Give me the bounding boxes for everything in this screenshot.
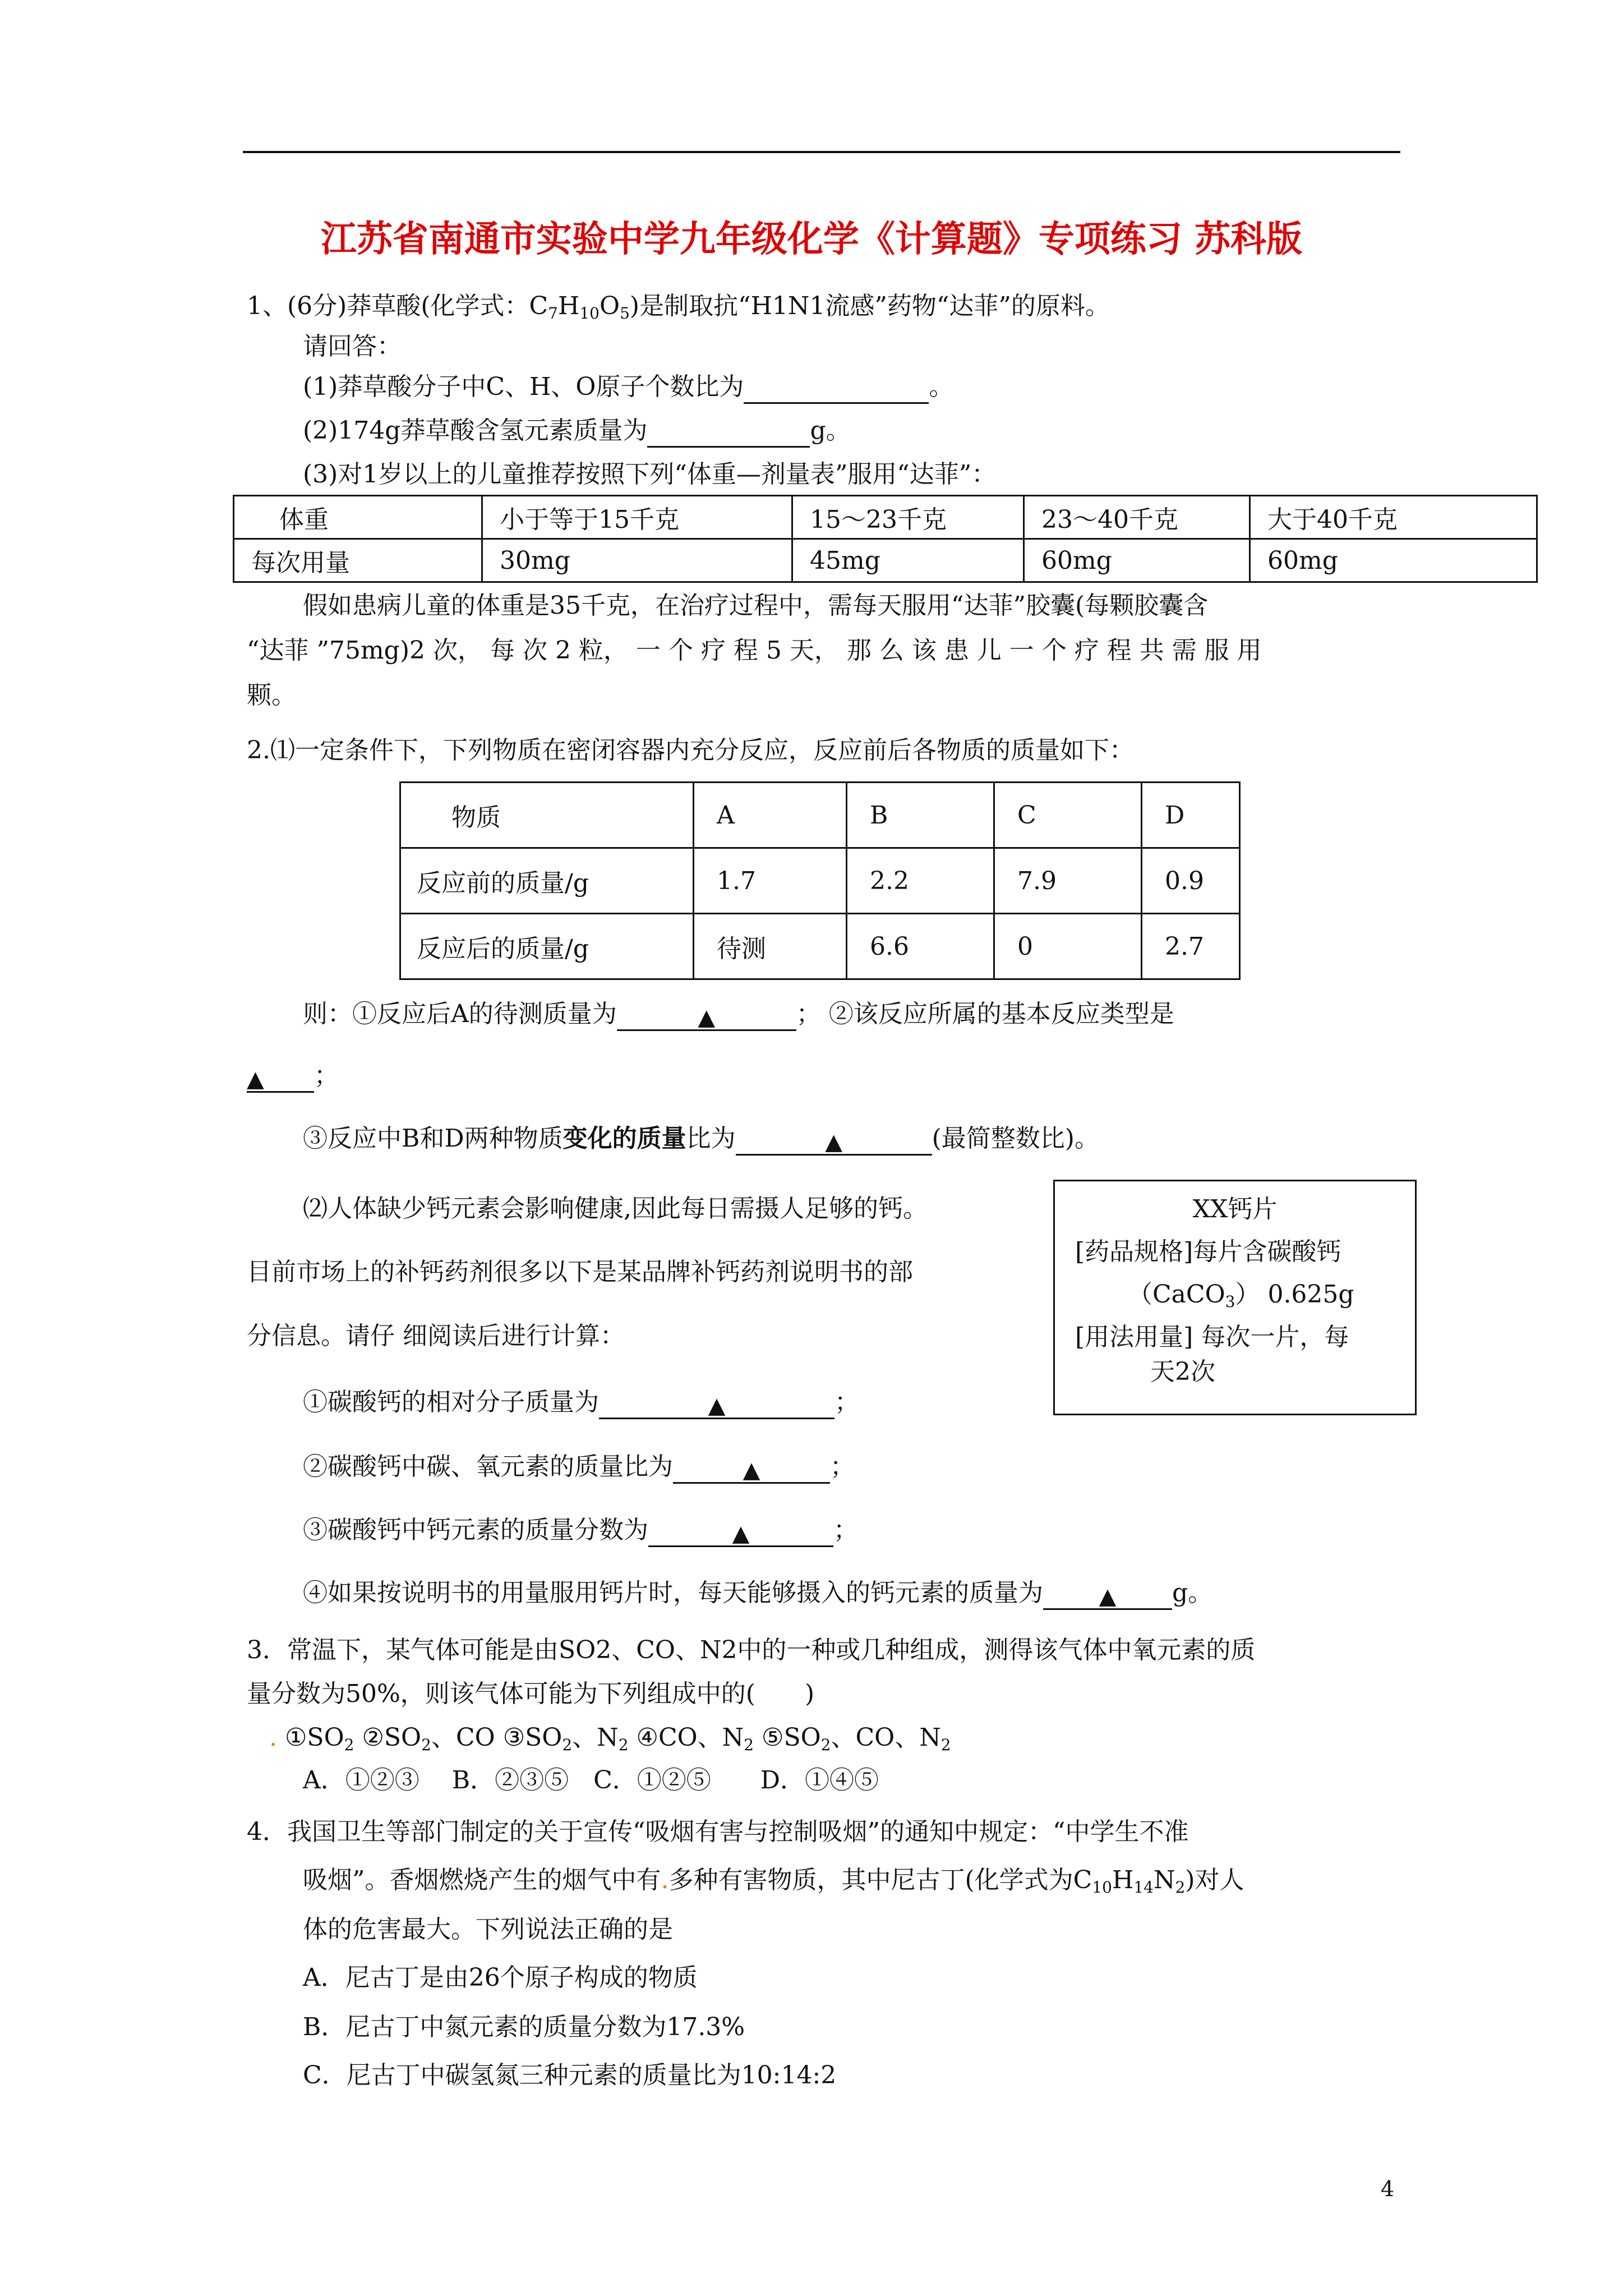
q2-calc-1: ①碳酸钙的相对分子质量为 ▲ ； <box>303 1388 859 1419</box>
answer-blank[interactable]: ▲ <box>617 1005 796 1031</box>
table-row: 物质 A B C D <box>400 783 1240 848</box>
q2-answer-3: ③反应中B和D两种物质变化的质量比为 ▲ (最简整数比)。 <box>303 1124 1099 1155</box>
q4-line3: 体的危害最大。下列说法正确的是 <box>303 1915 673 1944</box>
q1-intro: 1、(6分)莽草酸(化学式：$C_7H_{10}O_5$)是制取抗“H1N1流感”药物“达菲”的原料。 <box>247 292 1110 323</box>
q4-line2: 吸烟”。香烟燃烧产生的烟气中有.多种有害物质，其中尼古丁(化学式为$C_{10}H_{14}N_2$)对人 <box>303 1866 1244 1897</box>
answer-blank[interactable]: ▲ <box>599 1393 834 1419</box>
q4-line1: 4．我国卫生等部门制定的关于宣传“吸烟有害与控制吸烟”的通知中规定：“中学生不准 <box>247 1818 1189 1846</box>
answer-blank[interactable]: ▲ <box>736 1129 932 1156</box>
calcium-label-box: XX钙片 [药品规格]每片含碳酸钙 （CaCO$_3$） 0.625g [用法用量] 每次一片，每 天2次 <box>1053 1180 1417 1415</box>
q1-part2: (2)174g莽草酸含氢元素质量为 g。 <box>303 414 851 448</box>
q2-calc-2: ②碳酸钙中碳、氧元素的质量比为 ▲ ； <box>303 1452 855 1483</box>
q2-answer-2: ▲ ； <box>247 1061 339 1092</box>
q1-tail-1: 假如患病儿童的体重是35千克，在治疗过程中，需每天服用“达菲”胶囊(每颗胶囊含 <box>303 591 1209 620</box>
q1-part3: (3)对1岁以上的儿童推荐按照下列“体重—剂量表”服用“达菲”： <box>303 460 997 489</box>
q1-part1: (1)莽草酸分子中C、H、O原子个数比为 。 <box>303 370 953 404</box>
header-rule <box>243 151 1400 153</box>
q3-options: . $①SO_2$ $②SO_2$、CO $③SO_2$、$N_2$ ④CO、$N_2$ $⑤SO_2$、CO、$N_2$ <box>269 1723 951 1754</box>
q4-option-c: C．尼古丁中碳氢氮三种元素的质量比为10:14:2 <box>303 2061 837 2090</box>
page-number: 4 <box>1381 2177 1395 2201</box>
q2-answer-1: 则：①反应后A的待测质量为 ▲ ； ②该反应所属的基本反应类型是 <box>303 1000 1174 1030</box>
q4-option-b: B．尼古丁中氮元素的质量分数为17.3% <box>303 2013 745 2041</box>
q1-ask: 请回答： <box>303 332 402 361</box>
table-row: 每次用量 30mg 45mg 60mg 60mg <box>234 539 1537 582</box>
page-title: 江苏省南通市实验中学九年级化学《计算题》专项练习 苏科版 <box>320 218 1303 260</box>
q4-option-a: A．尼古丁是由26个原子构成的物质 <box>303 1963 698 1992</box>
q2-part2-line3: 分信息。请仔 细阅读后进行计算： <box>247 1322 625 1350</box>
answer-blank[interactable] <box>647 421 810 448</box>
table-row: 体重 小于等于15千克 15～23千克 23～40千克 大于40千克 <box>234 496 1537 539</box>
table-row: 反应前的质量/g 1.7 2.2 7.9 0.9 <box>400 848 1240 914</box>
q3-line1: 3．常温下，某气体可能是由SO2、CO、N2中的一种或几种组成，测得该气体中氧元素的质 <box>247 1636 1256 1664</box>
answer-blank[interactable]: ▲ <box>648 1521 833 1547</box>
q2-part2-line1: ⑵人体缺少钙元素会影响健康,因此每日需摄人足够的钙。 <box>303 1194 928 1223</box>
reaction-table <box>399 781 1241 980</box>
answer-blank[interactable]: ▲ <box>673 1457 830 1484</box>
q3-choices: A．①②③ B．②③⑤ C．①②⑤ D．①④⑤ <box>303 1766 879 1795</box>
answer-blank[interactable] <box>744 378 929 404</box>
dose-table <box>233 495 1538 583</box>
q2-intro: 2.⑴一定条件下，下列物质在密闭容器内充分反应，反应前后各物质的质量如下： <box>247 736 1134 765</box>
q1-tail-2: “达菲 ”75mg)2 次， 每 次 2 粒， 一 个 疗 程 5 天， 那 么 该 患 儿 一 个 疗 程 共 需 服 用 <box>247 636 1262 665</box>
q2-calc-3: ③碳酸钙中钙元素的质量分数为 ▲ ； <box>303 1516 858 1547</box>
table-row: 反应后的质量/g 待测 6.6 0 2.7 <box>400 914 1240 979</box>
q2-part2-line2: 目前市场上的补钙药剂很多以下是某品牌补钙药剂说明书的部 <box>247 1258 913 1286</box>
answer-blank[interactable]: ▲ <box>247 1066 314 1093</box>
q3-line2: 量分数为50%，则该气体可能为下列组成中的( ) <box>247 1680 815 1708</box>
answer-blank[interactable]: ▲ <box>1043 1584 1172 1610</box>
q1-tail-3: 颗。 <box>247 681 296 710</box>
q2-calc-4: ④如果按说明书的用量服用钙片时，每天能够摄入的钙元素的质量为 ▲ g。 <box>303 1579 1213 1609</box>
